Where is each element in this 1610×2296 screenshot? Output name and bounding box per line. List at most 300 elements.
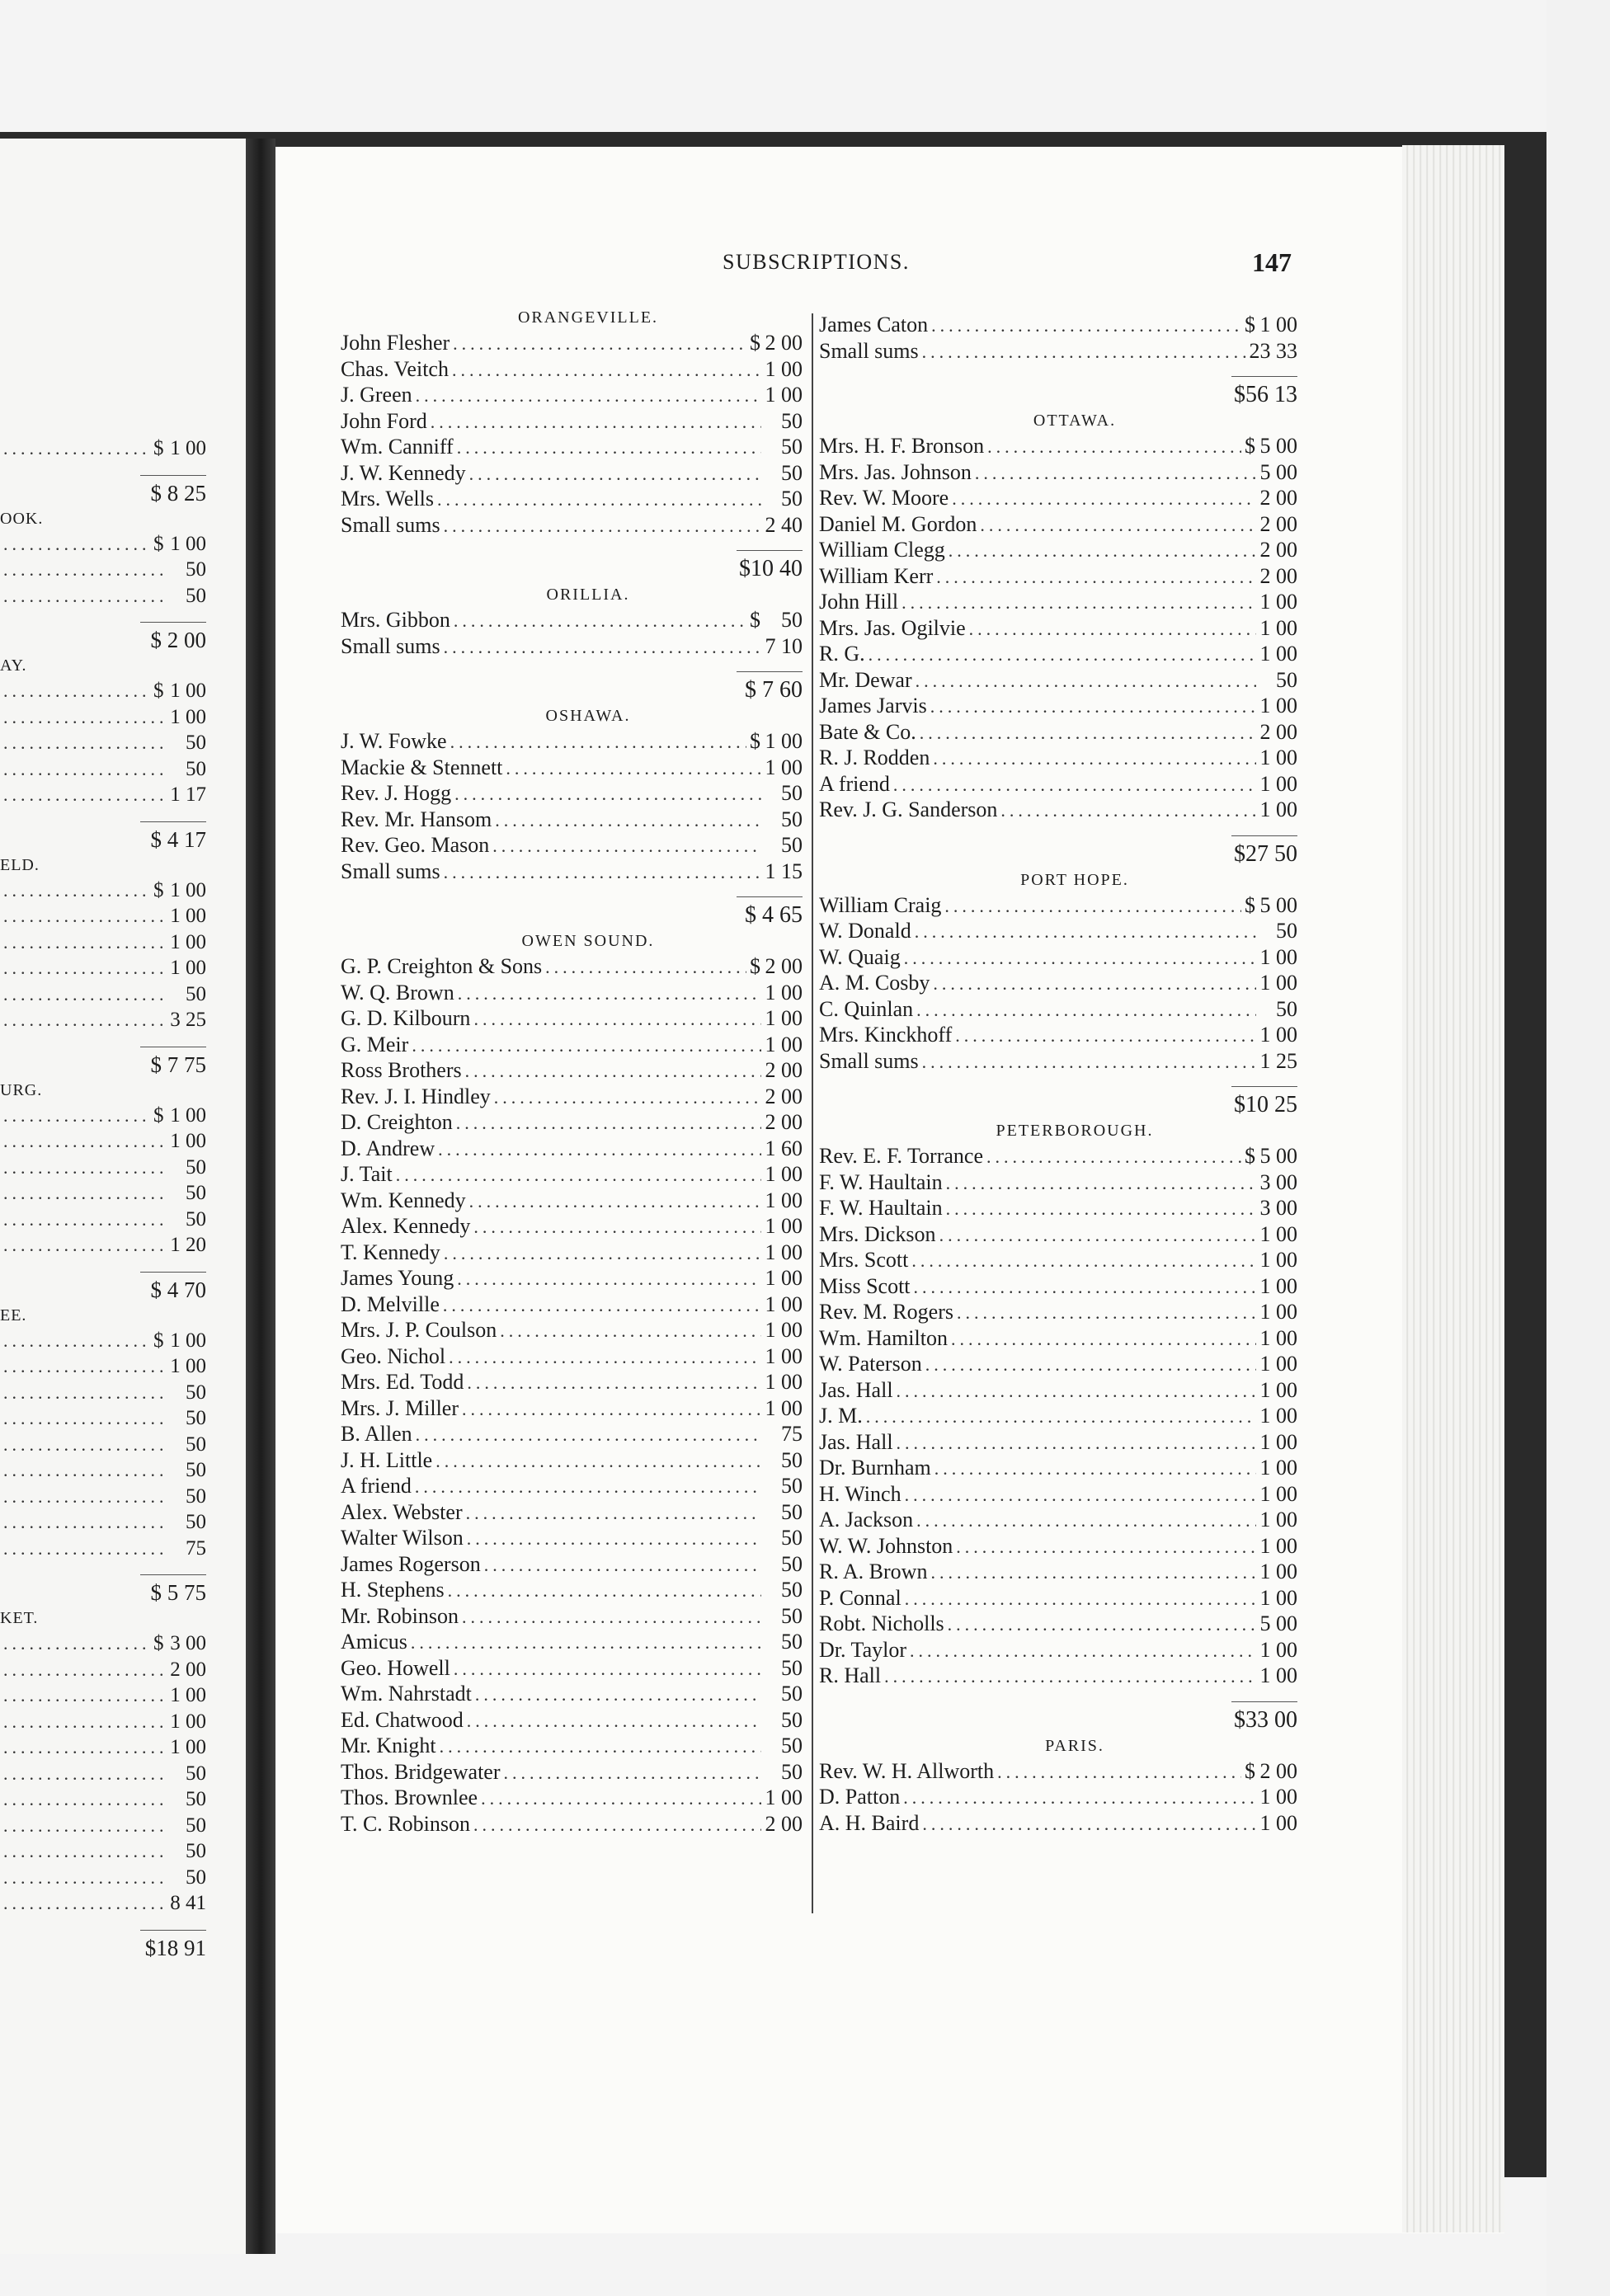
subscription-entry [819,1481,1297,1508]
subscription-amount: 5 00 [1259,1611,1297,1635]
subscription-amount: 1 15 [765,859,803,883]
subscriber-name: Mr. Knight [341,1734,436,1757]
subscription-entry [341,832,803,859]
leader-dots [3,435,150,462]
subscription-entry [0,678,206,704]
subscription-entry [819,1533,1297,1560]
town-heading: OWEN SOUND. [521,932,655,950]
leader-dots [3,557,165,583]
subscription-amount: 75 [781,1422,803,1446]
subscription-entry [0,1536,206,1562]
subscriber-name: Amicus [341,1630,407,1654]
subscription-amount: 50 [781,608,803,632]
town-section [341,929,803,1837]
subscription-amount: 50 [1276,667,1297,692]
subscription-amount: 50 [186,1484,206,1508]
subscription-amount: 50 [186,1762,206,1785]
leader-dots [3,1128,165,1155]
subscription-entry [819,1637,1297,1663]
leader-dots [473,1812,761,1838]
subscription-amount: 1 00 [1259,1248,1297,1272]
leader-dots [910,1638,1256,1664]
leader-dots [3,531,150,558]
subscriber-name: T. Kennedy [341,1240,440,1264]
leader-dots [933,971,1256,997]
subscription-amount: 1 00 [170,1736,206,1758]
leader-dots [916,668,1256,694]
leader-dots [484,1552,761,1578]
subscription-amount: 1 00 [170,1130,206,1152]
subscriber-name: Rev. J. I. Hindley [341,1084,491,1108]
subscription-amount: 50 [781,435,803,459]
subscription-entry [341,1240,803,1266]
leader-dots [925,1352,1256,1378]
section-total-amount: $ 2 00 [140,622,206,653]
subscription-amount: 50 [186,757,206,780]
subscription-entry [819,511,1297,538]
town-section [819,1118,1297,1734]
subscription-entry [819,589,1297,615]
subscriber-name: Mrs. Dickson [819,1221,936,1246]
subscription-entry [819,1247,1297,1273]
subscription-amount: 1 00 [765,1188,803,1212]
section-total-amount: $27 50 [1231,835,1297,868]
leader-dots [3,704,165,731]
leader-dots [869,642,1256,668]
subscription-entry [341,607,803,633]
town-heading: PARIS. [1045,1736,1104,1755]
subscription-amount: 1 00 [765,356,803,381]
leader-dots [473,1214,761,1240]
currency-sign: $ [750,954,760,978]
subscriber-name: R. G. [819,642,865,666]
leader-dots [450,729,746,755]
subscription-entry [341,1265,803,1292]
subscriber-name: B. Allen [341,1422,412,1446]
subscriber-name: Jas. Hall [819,1377,893,1402]
subscription-entry [819,892,1297,919]
subscriber-name: Rev. M. Rogers [819,1300,953,1324]
subscription-entry [819,970,1297,996]
leader-dots [431,409,761,435]
subscription-entry [819,615,1297,642]
currency-sign: $ [153,532,164,555]
subscription-entry [341,1005,803,1032]
subscription-amount: 1 25 [1259,1048,1297,1073]
subscription-amount: 50 [186,1840,206,1862]
subscription-amount: 1 00 [1259,1300,1297,1324]
subscription-amount: 50 [781,833,803,857]
subscription-entry [819,1585,1297,1611]
subscription-amount: 1 00 [765,1162,803,1186]
subscription-entry [341,486,803,512]
subscription-entry [341,1343,803,1370]
subscription-entry [819,745,1297,771]
currency-sign: $ [153,878,164,901]
subscription-entry [341,1188,803,1214]
leader-dots [3,1155,165,1181]
subscription-entry [819,1143,1297,1169]
subscription-entry [0,1232,206,1259]
book-gutter [246,139,275,2254]
subscription-entry [819,1377,1297,1404]
subscription-amount: 50 [781,1578,803,1602]
leader-dots [3,1380,165,1406]
leader-dots [469,1188,761,1215]
subscription-entry [341,1733,803,1759]
leader-dots [955,1023,1256,1049]
subscriber-name: Miss Scott [819,1273,911,1298]
subscription-amount: 1 00 [1259,694,1297,718]
subscriber-name: Small sums [341,633,440,658]
subscriber-name: William Craig [819,892,942,917]
section-total [0,1259,206,1303]
leader-dots [452,357,761,383]
subscription-amount: 2 00 [765,331,803,355]
subscription-entry [0,1180,206,1207]
subscription-amount: 1 00 [170,957,206,979]
subscription-entry [0,1207,206,1233]
subscriber-name: John Hill [819,590,899,614]
leader-dots [948,1611,1256,1638]
leader-dots [3,782,165,808]
page-edges [1402,145,1504,2232]
town-heading-fragment: ELD. [0,855,40,874]
subscription-entry [0,1484,206,1510]
subscription-amount: 50 [781,1499,803,1524]
subscriber-name: Rev. Mr. Hansom [341,807,492,831]
section-total [0,609,206,653]
subscription-entry [0,1509,206,1536]
subscriber-name: Small sums [341,512,440,537]
subscription-entry [819,433,1297,459]
subscription-amount: 3 25 [170,1009,206,1031]
subscription-entry [341,1109,803,1136]
subscription-amount: 2 00 [170,1658,206,1681]
section-total [819,364,1297,408]
subscriber-name: J. M. [819,1404,863,1428]
subscription-amount: 2 40 [765,512,803,537]
leader-dots [3,1509,165,1536]
subscriber-name: J. H. Little [341,1447,433,1472]
leader-dots [454,781,761,807]
subscriptions-column-left [341,305,803,1837]
leader-dots [444,634,761,661]
subscription-amount: 1 20 [170,1234,206,1256]
subscription-entry [819,797,1297,823]
subscription-amount: 2 00 [1259,563,1297,588]
subscriber-name: Mr. Robinson [341,1603,459,1628]
subscription-amount: 1 00 [1259,971,1297,995]
leader-dots [3,1457,165,1484]
subscriber-name: J. Green [341,383,412,407]
subscription-entry [0,1709,206,1735]
subscription-entry [341,755,803,781]
subscription-amount: 1 00 [765,1214,803,1238]
leader-dots [946,1196,1256,1222]
leader-dots [3,583,165,609]
leader-dots [902,590,1256,616]
currency-sign: $ [1245,1758,1255,1783]
leader-dots [396,1162,761,1188]
subscription-amount: 2 00 [765,954,803,978]
subscription-entry [819,1351,1297,1377]
leader-dots [905,1586,1256,1612]
subscriber-name: Rev. J. Hogg [341,781,452,805]
subscription-entry [819,1784,1297,1810]
leader-dots [545,954,746,981]
subscription-amount: 50 [781,1551,803,1576]
subscription-entry [341,1084,803,1110]
leader-dots [914,1274,1256,1301]
section-total-amount: $56 13 [1231,376,1297,408]
subscription-amount: 1 00 [1259,615,1297,640]
subscriber-name: D. Creighton [341,1110,453,1134]
subscription-entry [341,434,803,460]
currency-sign: $ [1245,434,1255,458]
subscription-amount: 50 [781,1630,803,1654]
section-total-amount: $ 7 75 [140,1047,206,1078]
leader-dots [444,859,761,886]
leader-dots [495,807,761,834]
leader-dots [3,1657,165,1683]
section-total [341,538,803,582]
leader-dots [412,1033,761,1059]
subscription-entry [0,704,206,731]
subscriber-name: J. W. Kennedy [341,460,466,485]
subscription-amount: 50 [186,1433,206,1456]
leader-dots [492,833,761,859]
section-total-amount: $ 5 75 [140,1574,206,1606]
subscription-entry [819,1299,1297,1325]
subscription-entry [0,903,206,929]
leader-dots [3,1734,165,1761]
subscription-entry [341,1811,803,1837]
leader-dots [443,1292,761,1319]
subscriber-name: Thos. Brownlee [341,1786,478,1809]
subscriber-name: Dr. Taylor [819,1637,907,1662]
left-page-column [0,435,206,1961]
subscription-entry [819,1403,1297,1429]
section-total [819,1074,1297,1118]
subscriber-name: Mrs. Gibbon [341,608,450,632]
leader-dots [3,1484,165,1510]
currency-sign: $ [153,680,164,702]
leader-dots [506,755,761,782]
leader-dots [936,564,1256,590]
subscription-entry [819,563,1297,590]
town-heading-fragment: OOK. [0,509,44,528]
subscription-entry [819,1022,1297,1048]
leader-dots [466,1500,761,1527]
subscription-amount: 2 00 [1259,1758,1297,1783]
section-total [819,823,1297,868]
subscription-entry [0,1734,206,1761]
section-total-amount: $18 91 [140,1930,206,1961]
subscription-amount: 50 [781,460,803,485]
subscription-entry [0,557,206,583]
leader-dots [415,1474,761,1500]
subscription-amount: 1 00 [1259,1533,1297,1558]
subscription-entry [341,1369,803,1395]
subscriber-name: James Rogerson [341,1551,481,1576]
subscriber-name: William Kerr [819,563,934,588]
subscription-amount: 1 00 [1259,1377,1297,1402]
subscription-amount: 5 00 [1259,459,1297,484]
currency-sign: $ [750,331,760,355]
subscription-amount: 1 00 [1259,642,1297,666]
subscriber-name: A. H. Baird [819,1810,920,1835]
leader-dots [905,1482,1256,1508]
leader-dots [444,513,761,539]
leader-dots [465,1058,761,1084]
subscriber-name: Geo. Nichol [341,1343,446,1368]
subscription-amount: 1 00 [765,755,803,779]
subscription-entry [341,1603,803,1630]
subscription-entry [819,1663,1297,1689]
subscriber-name: H. Winch [819,1481,902,1506]
subscription-amount: 1 00 [1259,1481,1297,1506]
subscriber-name: D. Andrew [341,1136,435,1160]
subscription-entry [819,771,1297,797]
leader-dots [3,1630,150,1657]
subscription-entry [0,1432,206,1458]
subscription-entry [341,460,803,487]
leader-dots [500,1318,761,1344]
town-section [819,312,1297,408]
leader-dots [904,945,1256,972]
subscription-amount: 50 [781,487,803,510]
leader-dots [930,694,1256,720]
subscriber-name: W. Q. Brown [341,980,454,1004]
subscription-entry [341,1395,803,1422]
subscriber-name: Ross Brothers [341,1058,462,1082]
subscription-amount: 1 00 [765,1395,803,1420]
subscription-amount: 3 00 [1259,1169,1297,1194]
subscription-amount: 1 00 [1259,746,1297,769]
subscription-entry [0,1128,206,1155]
leader-dots [975,460,1256,487]
currency-sign: $ [1245,1144,1255,1168]
town-section [819,868,1297,1119]
subscription-amount: 1 00 [1259,944,1297,969]
town-heading: OSHAWA. [545,707,631,725]
leader-dots [3,929,165,956]
subscription-amount: 1 00 [170,1355,206,1377]
leader-dots [467,1708,761,1734]
town-heading-fragment: AY. [0,656,27,675]
section-total-amount: $10 25 [1231,1086,1297,1118]
subscriptions-column-right [819,312,1297,1836]
subscriber-name: D. Patton [819,1785,901,1809]
subscription-entry [819,1758,1297,1785]
subscription-entry [341,382,803,408]
section-total-amount: $33 00 [1231,1701,1297,1734]
subscriber-name: Mrs. J. P. Coulson [341,1318,497,1342]
leader-dots [458,981,761,1007]
subscriber-name: Geo. Howell [341,1655,450,1680]
subscription-amount: 2 00 [765,1058,803,1082]
subscription-amount: 50 [186,1459,206,1481]
subscription-amount: 1 00 [1259,1785,1297,1809]
subscription-amount: 1 00 [1259,1325,1297,1350]
subscription-entry [341,408,803,435]
leader-dots [473,1006,761,1033]
subscription-amount: 50 [186,1155,206,1179]
subscription-entry [0,1457,206,1484]
subscriber-name: Ed. Chatwood [341,1707,464,1732]
subscription-amount: 3 00 [1259,1196,1297,1220]
leader-dots [944,893,1241,920]
subscription-entry [819,1455,1297,1481]
town-section [341,703,803,929]
subscription-amount: 3 00 [170,1632,206,1654]
subscription-entry [341,859,803,885]
subscriber-name: Wm. Canniff [341,435,454,459]
subscriber-name: Alex. Webster [341,1499,463,1524]
subscription-entry [0,1328,206,1354]
subscription-amount: 1 00 [765,1318,803,1342]
subscription-entry [0,1630,206,1657]
subscription-entry [341,512,803,539]
leader-dots [957,1300,1256,1326]
section-total-amount: $10 40 [737,550,803,582]
subscription-amount: 5 00 [1259,892,1297,917]
subscriber-name: Alex. Kennedy [341,1214,471,1238]
subscription-amount: 1 00 [765,729,803,753]
leader-dots [3,1786,165,1813]
subscription-amount: 1 00 [1259,1456,1297,1480]
subscription-amount: 50 [186,584,206,607]
subscriber-name: F. W. Haultain [819,1196,943,1220]
subscription-entry [341,1213,803,1240]
leader-dots [980,512,1256,539]
leader-dots [915,919,1256,945]
leader-dots [3,1838,165,1865]
subscription-entry [0,1890,206,1917]
subscriber-name: James Young [341,1266,454,1290]
subscription-amount: 1 00 [1259,1810,1297,1835]
subscription-entry [819,1507,1297,1533]
town-heading-fragment: KET. [0,1609,39,1627]
leader-dots [3,1353,165,1380]
subscription-amount: 5 00 [1259,434,1297,458]
subscription-amount: 1 00 [1259,1352,1297,1376]
subscription-entry [341,1629,803,1655]
subscription-entry [341,953,803,980]
leader-dots [448,1578,761,1604]
subscriber-name: Mrs. Scott [819,1248,909,1272]
currency-sign: $ [750,608,760,632]
subscription-amount: 1 00 [765,1032,803,1056]
subscription-entry [819,693,1297,719]
subscription-entry [819,338,1297,365]
subscription-entry [341,1161,803,1188]
town-heading: PETERBOROUGH. [996,1122,1154,1140]
leader-dots [956,1534,1256,1560]
subscription-amount: 1 00 [1259,1221,1297,1246]
subscriber-name: C. Quinlan [819,996,914,1021]
subscription-entry [341,1551,803,1578]
subscriber-name: Rev. W. Moore [819,486,949,510]
subscription-entry [819,719,1297,746]
leader-dots [3,1536,165,1562]
leader-dots [934,1456,1256,1482]
subscription-entry [341,1759,803,1786]
section-total-amount: $ 7 60 [737,671,803,703]
subscription-entry [0,981,206,1008]
leader-dots [987,434,1241,460]
